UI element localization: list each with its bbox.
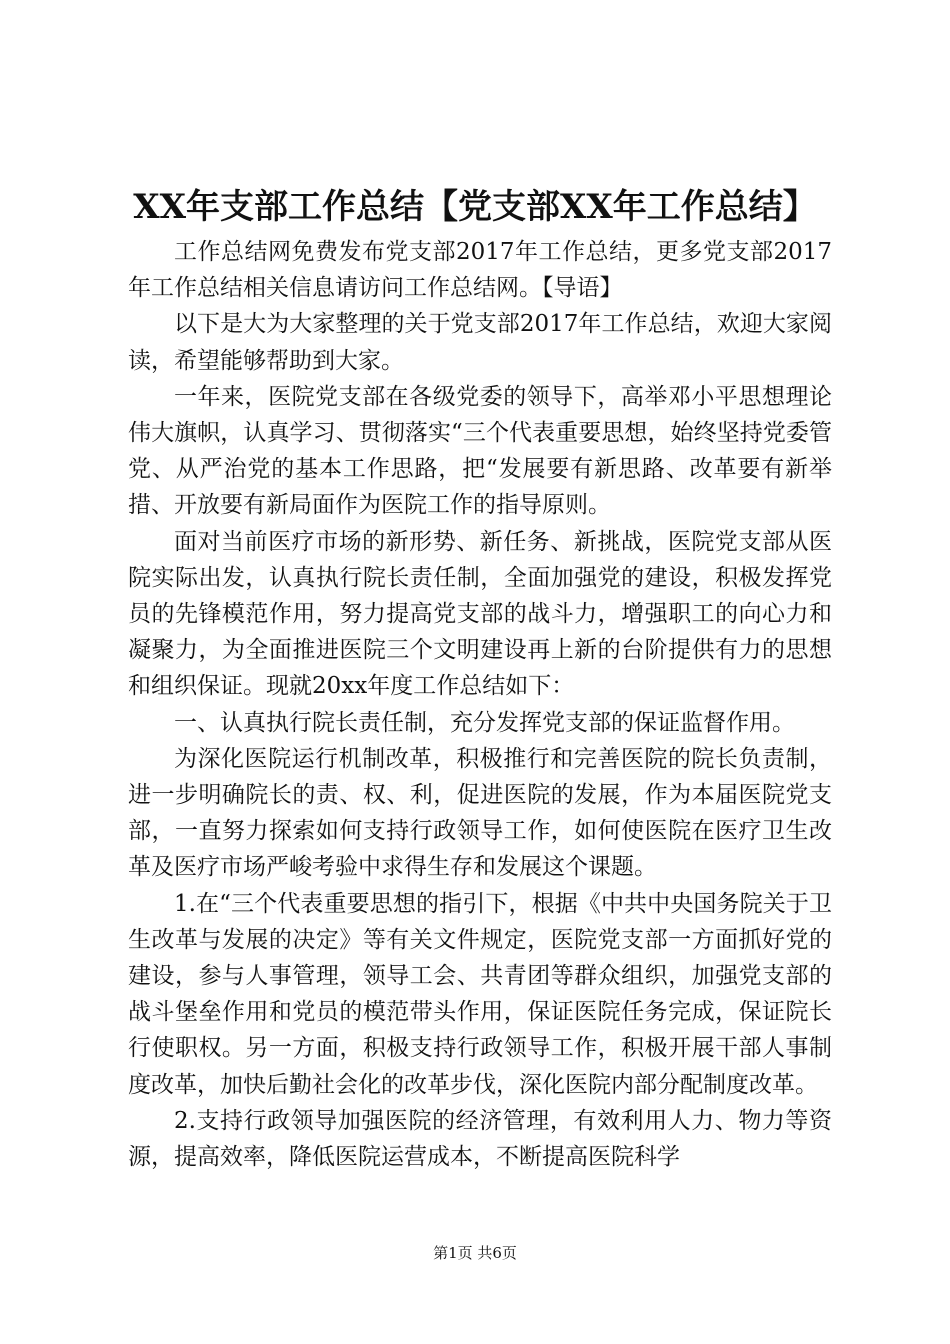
paragraph-preface: 以下是大为大家整理的关于党支部2017年工作总结，欢迎大家阅读，希望能够帮助到大家。 — [128, 311, 832, 374]
list-item-2: 2.支持行政领导加强医院的经济管理，有效利用人力、物力等资源，提高效率，降低医院运营成本，不断提高医院科学 — [128, 1107, 832, 1171]
list-item-1: 1.在“三个代表重要思想的指引下，根据《中共中央国务院关于卫生改革与发展的决定》等有关文件规定，医院党支部一方面抓好党的建设，参与人事管理，领导工会、共青团等群众组织，加强党支部的战斗堡垒作用和党员的模范带头作用，保证医院任务完成，保证院长行使职权。另一方面，积极支持行政领导工作，积极开展干部人事制度改革，加快后勤社会化的改革步伐，深化医院内部分配制度改革。 — [128, 890, 832, 1098]
paragraph-reform: 为深化医院运行机制改革，积极推行和完善医院的院长负责制，进一步明确院长的责、权、利，促进医院的发展，作为本届医院党支部，一直努力探索如何支持行政领导工作，如何使医院在医疗卫生改革及医疗市场严峻考验中求得生存和发展这个课题。 — [128, 745, 832, 881]
document-body — [128, 234, 832, 1175]
document-title: XX年支部工作总结【党支部XX年工作总结】 — [133, 187, 817, 227]
paragraph-overview: 一年来，医院党支部在各级党委的领导下，高举邓小平思想理论伟大旗帜，认真学习、贯彻落实“三个代表重要思想，始终坚持党委管党、从严治党的基本工作思路，把“发展要有新思路、改革要有新举措、开放要有新局面作为医院工作的指导原则。 — [128, 383, 832, 519]
page-number-footer: 第1页 共6页 — [433, 1244, 517, 1262]
section-heading-1: 一、认真执行院长责任制，充分发挥党支部的保证监督作用。 — [174, 709, 795, 736]
paragraph-intro: 工作总结网免费发布党支部2017年工作总结，更多党支部2017年工作总结相关信息请访问工作总结网。【导语】 — [128, 239, 832, 302]
paragraph-situation: 面对当前医疗市场的新形势、新任务、新挑战，医院党支部从医院实际出发，认真执行院长责任制，全面加强党的建设，积极发挥党员的先锋模范作用，努力提高党支部的战斗力，增强职工的向心力和凝聚力，为全面推进医院三个文明建设再上新的台阶提供有力的思想和组织保证。现就20xx年度工作总结如下： — [128, 528, 832, 700]
